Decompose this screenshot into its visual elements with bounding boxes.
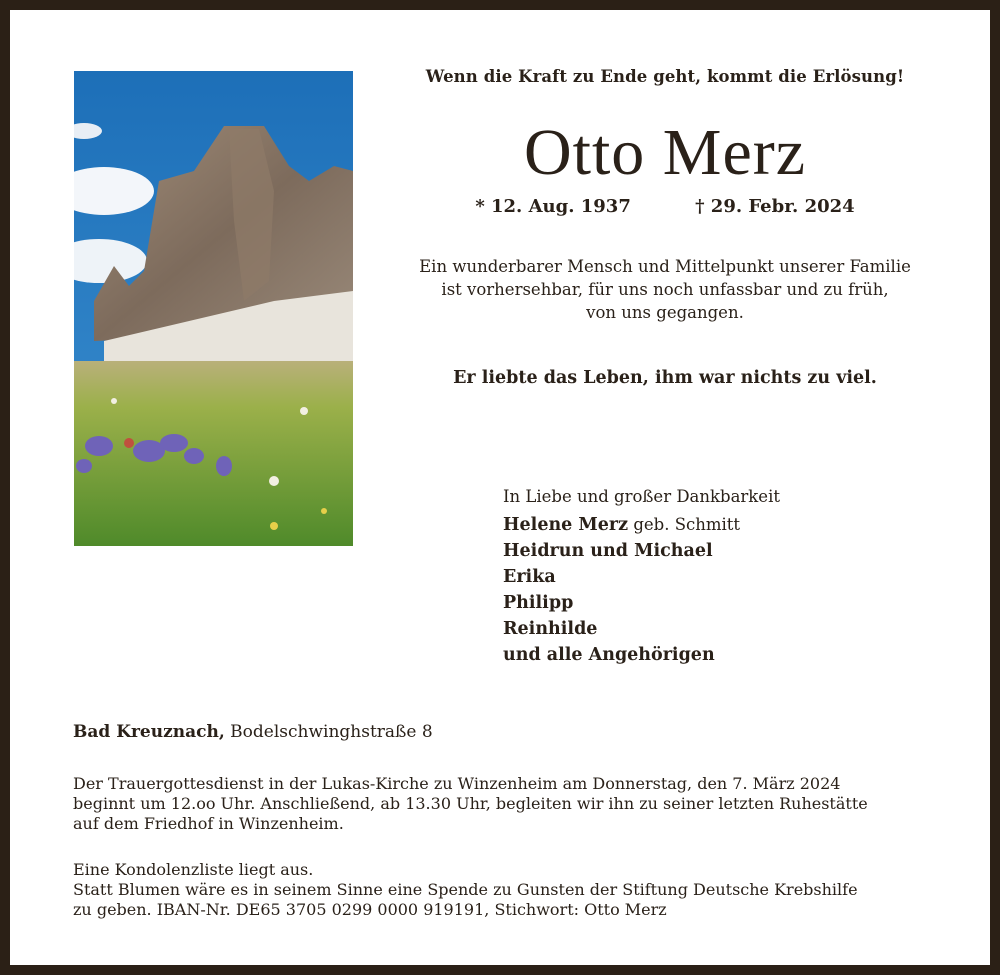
address-city: Bad Kreuznach,: [73, 722, 225, 742]
landscape-image-icon: [74, 71, 353, 546]
quote: Er liebte das Leben, ihm war nichts zu viel.: [453, 368, 877, 388]
service-line: Der Trauergottesdienst in der Lukas-Kirche zu Winzenheim am Donnerstag, den 7. März 2024: [73, 774, 841, 793]
family-member: [503, 512, 780, 538]
motto: Wenn die Kraft zu Ende geht, kommt die Erlösung!: [425, 67, 905, 86]
family-member: Philipp: [503, 593, 574, 613]
notes-line: Eine Kondolenzliste liegt aus.: [73, 860, 314, 879]
service-line: auf dem Friedhof in Winzenheim.: [73, 814, 344, 833]
address: [73, 722, 433, 742]
family-member: und alle Angehörigen: [503, 645, 715, 665]
mountain-meadow-photo: [74, 71, 353, 546]
tribute-text: [380, 255, 950, 324]
service-line: beginnt um 12.oo Uhr. Anschließend, ab 13.30 Uhr, begleiten wir ihn zu seiner letzten Ruhestätte: [73, 794, 868, 813]
family-member-name: Helene Merz: [503, 515, 629, 535]
family-intro: In Liebe und großer Dankbarkeit: [503, 487, 780, 506]
family-member: Reinhilde: [503, 619, 598, 639]
obituary-card: [10, 10, 990, 965]
family-list: [503, 484, 780, 668]
address-street: Bodelschwinghstraße 8: [224, 722, 433, 742]
notes-line: zu geben. IBAN-Nr. DE65 3705 0299 0000 919191, Stichwort: Otto Merz: [73, 900, 667, 919]
tribute-line: ist vorhersehbar, für uns noch unfassbar und zu früh,: [441, 280, 889, 299]
birth-date: * 12. Aug. 1937: [475, 196, 631, 217]
maiden-name: geb. Schmitt: [628, 515, 741, 534]
tribute-line: Ein wunderbarer Mensch und Mittelpunkt unserer Familie: [419, 257, 911, 276]
death-date: † 29. Febr. 2024: [695, 196, 855, 217]
deceased-name: Otto Merz: [523, 116, 807, 189]
donation-notes: [73, 860, 953, 920]
family-member: Erika: [503, 567, 556, 587]
family-member: Heidrun und Michael: [503, 541, 713, 561]
notes-line: Statt Blumen wäre es in seinem Sinne eine Spende zu Gunsten der Stiftung Deutsche Krebshilfe: [73, 880, 858, 899]
funeral-service-info: [73, 774, 953, 834]
life-dates: [380, 196, 950, 217]
tribute-line: von uns gegangen.: [586, 303, 744, 322]
heading-section: [380, 65, 950, 388]
